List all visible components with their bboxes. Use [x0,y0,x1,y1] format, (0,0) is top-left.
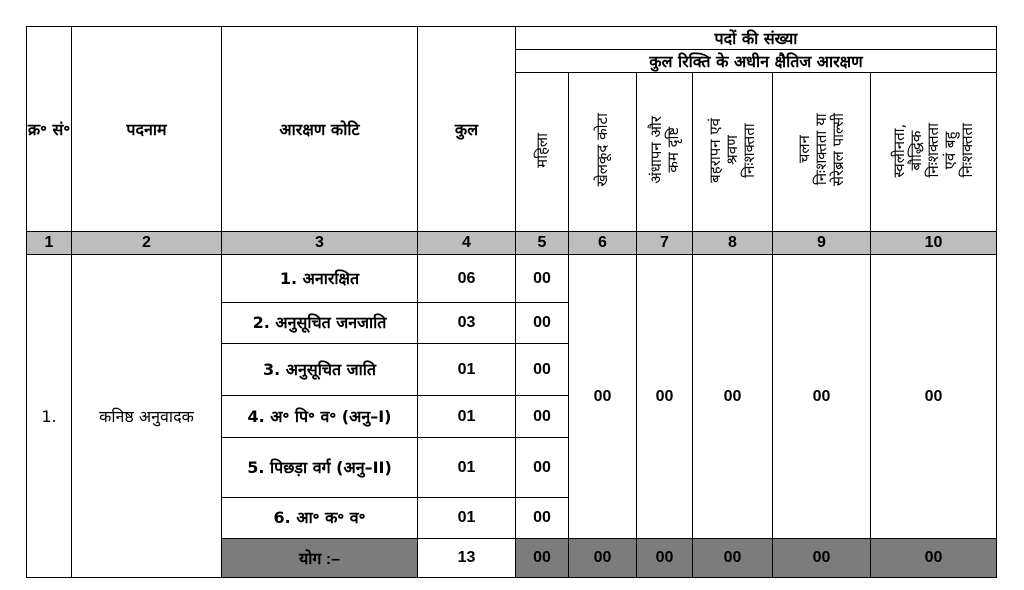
column-number: 10 [871,232,997,255]
category-cell: 5. पिछड़ा वर्ग (अनु–II) [222,438,418,498]
category-cell: 6. आ॰ क॰ व॰ [222,498,418,539]
total-intellectual: 00 [871,539,997,578]
header-blind: अंधापन और कम दृष्टि [637,73,693,232]
category-cell: 3. अनुसूचित जाति [222,344,418,396]
column-number: 8 [693,232,773,255]
total-label: योग :– [222,539,418,578]
row-serial: 1. [27,255,72,578]
header-woman: महिला [516,73,569,232]
category-total: 01 [418,396,516,438]
column-number: 2 [72,232,222,255]
category-cell: 1. अनारक्षित [222,255,418,303]
column-number: 1 [27,232,72,255]
category-woman: 00 [516,344,569,396]
category-total: 03 [418,303,516,344]
column-number: 6 [569,232,637,255]
category-woman: 00 [516,255,569,303]
header-serial: क्र॰ सं॰ [27,27,72,232]
total-deaf: 00 [693,539,773,578]
header-intellectual: स्वलीनता, बौद्धिक निःशक्तता एवं बहु निःशक्तता [871,73,997,232]
sports-value: 00 [569,255,637,539]
category-total: 01 [418,344,516,396]
header-num-posts: पदों की संख्या [516,27,997,50]
intellectual-value: 00 [871,255,997,539]
category-cell: 2. अनुसूचित जनजाति [222,303,418,344]
category-woman: 00 [516,498,569,539]
category-cell: 4. अ॰ पि॰ व॰ (अनु–I) [222,396,418,438]
category-woman: 00 [516,396,569,438]
header-category: आरक्षण कोटि [222,27,418,232]
header-post-name: पदनाम [72,27,222,232]
column-number: 4 [418,232,516,255]
column-number: 9 [773,232,871,255]
header-horizontal-reservation: कुल रिक्ति के अधीन क्षैतिज आरक्षण [516,50,997,73]
blind-value: 00 [637,255,693,539]
header-deaf: बहरापन एवं श्रवण निःशक्तता [693,73,773,232]
locomotor-value: 00 [773,255,871,539]
category-woman: 00 [516,438,569,498]
total-sports: 00 [569,539,637,578]
column-number-row [27,232,997,255]
category-total: 01 [418,498,516,539]
total-value: 13 [418,539,516,578]
total-woman: 00 [516,539,569,578]
total-blind: 00 [637,539,693,578]
category-woman: 00 [516,303,569,344]
total-locomotor: 00 [773,539,871,578]
table-row [27,255,997,303]
column-number: 5 [516,232,569,255]
column-number: 3 [222,232,418,255]
deaf-value: 00 [693,255,773,539]
category-total: 06 [418,255,516,303]
column-number: 7 [637,232,693,255]
header-locomotor: चलन निःशक्तता या सेरेब्रल पाल्सी [773,73,871,232]
header-total: कुल [418,27,516,232]
category-total: 01 [418,438,516,498]
vacancy-table [26,26,997,578]
row-post: कनिष्ठ अनुवादक [72,255,222,578]
header-sports: खेलकूद कोटा [569,73,637,232]
